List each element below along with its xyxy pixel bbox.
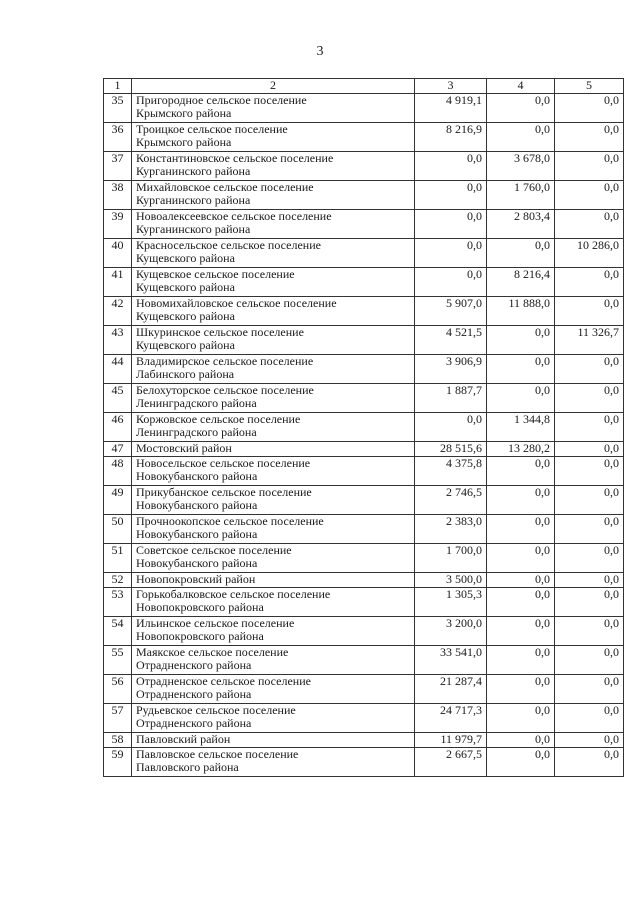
row-number: 43 [104,326,132,355]
amount-c5: 0,0 [555,486,624,515]
amount-c4: 0,0 [487,646,555,675]
municipality-name-line: Курганинского района [136,222,251,236]
table-row [104,239,624,268]
row-number: 57 [104,704,132,733]
municipality-name [132,181,415,210]
table-row [104,413,624,442]
row-number: 53 [104,588,132,617]
municipality-name-line: Ленинградского района [136,425,257,439]
row-number: 35 [104,94,132,123]
municipality-name-line: Михайловское сельское поселение [136,180,314,194]
municipality-name [132,326,415,355]
amount-c3: 0,0 [415,210,487,239]
municipality-name [132,646,415,675]
municipality-name [132,748,415,777]
column-header: 1 [104,79,132,94]
row-number: 55 [104,646,132,675]
amount-c5: 0,0 [555,733,624,748]
municipality-name-line: Ильинское сельское поселение [136,616,295,630]
row-number: 56 [104,675,132,704]
table-row [104,297,624,326]
municipality-name-line: Новокубанского района [136,556,258,570]
amount-c5: 0,0 [555,704,624,733]
table-row [104,617,624,646]
amount-c3: 1 305,3 [415,588,487,617]
municipality-name-line: Кущевское сельское поселение [136,267,295,281]
municipality-name [132,94,415,123]
municipality-name-line: Кущевского района [136,251,235,265]
municipality-name-line: Рудьевское сельское поселение [136,703,296,717]
municipality-name [132,544,415,573]
municipality-name-line: Отрадненского района [136,687,252,701]
amount-c4: 0,0 [487,704,555,733]
amount-c5: 0,0 [555,355,624,384]
amount-c3: 33 541,0 [415,646,487,675]
table-row [104,457,624,486]
row-number: 44 [104,355,132,384]
municipality-name-line: Троицкое сельское поселение [136,122,288,136]
amount-c5: 0,0 [555,442,624,457]
amount-c5: 0,0 [555,152,624,181]
municipality-name-line: Прикубанское сельское поселение [136,485,312,499]
table-row [104,544,624,573]
row-number: 41 [104,268,132,297]
amount-c5: 0,0 [555,588,624,617]
municipality-name-line: Владимирское сельское поселение [136,354,314,368]
municipality-name-line: Курганинского района [136,193,251,207]
amount-c3: 3 200,0 [415,617,487,646]
amount-c3: 4 375,8 [415,457,487,486]
municipality-name-line: Павловского района [136,760,239,774]
municipality-name-line: Новокубанского района [136,469,258,483]
row-number: 48 [104,457,132,486]
amount-c4: 11 888,0 [487,297,555,326]
amount-c4: 0,0 [487,544,555,573]
amount-c5: 0,0 [555,413,624,442]
amount-c5: 0,0 [555,181,624,210]
amount-c5: 11 326,7 [555,326,624,355]
table-row [104,675,624,704]
amount-c4: 0,0 [487,748,555,777]
amount-c3: 0,0 [415,181,487,210]
municipality-name [132,239,415,268]
row-number: 58 [104,733,132,748]
municipality-name-line: Отрадненское сельское поселение [136,674,311,688]
amount-c3: 1 887,7 [415,384,487,413]
amount-c4: 1 344,8 [487,413,555,442]
row-number: 49 [104,486,132,515]
municipality-name [132,123,415,152]
amount-c4: 8 216,4 [487,268,555,297]
municipality-name-line: Крымского района [136,106,232,120]
municipality-name-line: Новоалексеевское сельское поселение [136,209,332,223]
row-number: 40 [104,239,132,268]
amount-c5: 10 286,0 [555,239,624,268]
row-number: 38 [104,181,132,210]
row-number: 50 [104,515,132,544]
municipality-name [132,413,415,442]
amount-c3: 3 500,0 [415,573,487,588]
table-row [104,355,624,384]
amount-c4: 0,0 [487,326,555,355]
amount-c3: 0,0 [415,268,487,297]
amount-c5: 0,0 [555,646,624,675]
table-row [104,94,624,123]
municipality-name-line: Кущевского района [136,309,235,323]
municipality-name [132,515,415,544]
table-row [104,210,624,239]
municipality-name-line: Отрадненского района [136,658,252,672]
amount-c5: 0,0 [555,384,624,413]
municipality-name [132,588,415,617]
municipality-name [132,152,415,181]
municipality-name [132,486,415,515]
row-number: 47 [104,442,132,457]
municipality-name [132,355,415,384]
table-row [104,748,624,777]
amount-c4: 0,0 [487,94,555,123]
municipality-name-line: Новокубанского района [136,527,258,541]
amount-c3: 3 906,9 [415,355,487,384]
table-row [104,515,624,544]
row-number: 36 [104,123,132,152]
table-row [104,384,624,413]
municipality-name [132,442,415,457]
amount-c5: 0,0 [555,544,624,573]
amount-c3: 21 287,4 [415,675,487,704]
table-row [104,123,624,152]
municipality-name-line: Новокубанского района [136,498,258,512]
municipality-name-line: Прочноокопское сельское поселение [136,514,324,528]
municipality-name-line: Константиновское сельское поселение [136,151,334,165]
amount-c3: 11 979,7 [415,733,487,748]
column-header: 4 [487,79,555,94]
amount-c3: 4 919,1 [415,94,487,123]
row-number: 51 [104,544,132,573]
municipality-name-line: Маякское сельское поселение [136,645,289,659]
table-row [104,268,624,297]
municipality-name [132,457,415,486]
amount-c3: 0,0 [415,239,487,268]
amount-c3: 0,0 [415,413,487,442]
table-row [104,704,624,733]
amount-c4: 0,0 [487,457,555,486]
row-number: 37 [104,152,132,181]
municipality-name [132,733,415,748]
amount-c3: 2 746,5 [415,486,487,515]
amount-c4: 0,0 [487,588,555,617]
amount-c5: 0,0 [555,297,624,326]
municipality-name [132,268,415,297]
amount-c3: 1 700,0 [415,544,487,573]
amount-c4: 0,0 [487,123,555,152]
municipality-name-line: Павловский район [136,732,231,746]
municipality-name [132,675,415,704]
amount-c3: 2 383,0 [415,515,487,544]
amount-c4: 0,0 [487,617,555,646]
amount-c5: 0,0 [555,210,624,239]
amount-c4: 0,0 [487,675,555,704]
row-number: 39 [104,210,132,239]
table-body [104,94,624,777]
municipality-name-line: Отрадненского района [136,716,252,730]
municipality-name-line: Ленинградского района [136,396,257,410]
municipality-name-line: Горькобалковское сельское поселение [136,587,331,601]
municipality-name-line: Шкуринское сельское поселение [136,325,304,339]
amount-c5: 0,0 [555,268,624,297]
amount-c4: 3 678,0 [487,152,555,181]
amount-c4: 0,0 [487,355,555,384]
municipality-name-line: Новосельское сельское поселение [136,456,311,470]
amount-c4: 0,0 [487,384,555,413]
municipality-name-line: Белохуторское сельское поселение [136,383,314,397]
amount-c3: 4 521,5 [415,326,487,355]
column-header: 3 [415,79,487,94]
municipality-name [132,210,415,239]
municipality-name-line: Крымского района [136,135,232,149]
table-header-row [104,79,624,94]
amount-c4: 0,0 [487,515,555,544]
column-header: 2 [132,79,415,94]
amount-c3: 2 667,5 [415,748,487,777]
municipality-name [132,297,415,326]
amount-c5: 0,0 [555,573,624,588]
budget-table [103,78,624,777]
row-number: 45 [104,384,132,413]
amount-c5: 0,0 [555,675,624,704]
amount-c5: 0,0 [555,515,624,544]
municipality-name-line: Новопокровского района [136,600,264,614]
amount-c4: 2 803,4 [487,210,555,239]
amount-c5: 0,0 [555,94,624,123]
amount-c4: 13 280,2 [487,442,555,457]
table-row [104,326,624,355]
table-row [104,442,624,457]
municipality-name-line: Мостовский район [136,441,232,455]
table-row [104,573,624,588]
row-number: 59 [104,748,132,777]
amount-c5: 0,0 [555,748,624,777]
municipality-name-line: Советское сельское поселение [136,543,292,557]
amount-c4: 1 760,0 [487,181,555,210]
amount-c3: 5 907,0 [415,297,487,326]
amount-c5: 0,0 [555,123,624,152]
municipality-name-line: Новомихайловское сельское поселение [136,296,337,310]
amount-c3: 24 717,3 [415,704,487,733]
amount-c4: 0,0 [487,239,555,268]
table-row [104,486,624,515]
municipality-name-line: Красносельское сельское поселение [136,238,321,252]
municipality-name [132,704,415,733]
municipality-name [132,384,415,413]
municipality-name-line: Кущевского района [136,280,235,294]
row-number: 46 [104,413,132,442]
municipality-name-line: Пригородное сельское поселение [136,93,307,107]
amount-c3: 8 216,9 [415,123,487,152]
row-number: 52 [104,573,132,588]
municipality-name-line: Коржовское сельское поселение [136,412,301,426]
column-header: 5 [555,79,624,94]
municipality-name [132,573,415,588]
amount-c3: 28 515,6 [415,442,487,457]
municipality-name-line: Новопокровского района [136,629,264,643]
municipality-name-line: Новопокровский район [136,572,256,586]
table-row [104,152,624,181]
row-number: 54 [104,617,132,646]
table-row [104,646,624,675]
table-row [104,588,624,617]
page-number: 3 [316,44,324,59]
amount-c4: 0,0 [487,486,555,515]
municipality-name [132,617,415,646]
table-row [104,733,624,748]
municipality-name-line: Лабинского района [136,367,235,381]
amount-c5: 0,0 [555,457,624,486]
municipality-name-line: Курганинского района [136,164,251,178]
amount-c4: 0,0 [487,573,555,588]
amount-c5: 0,0 [555,617,624,646]
municipality-name-line: Павловское сельское поселение [136,747,299,761]
table-row [104,181,624,210]
municipality-name-line: Кущевского района [136,338,235,352]
row-number: 42 [104,297,132,326]
amount-c3: 0,0 [415,152,487,181]
amount-c4: 0,0 [487,733,555,748]
